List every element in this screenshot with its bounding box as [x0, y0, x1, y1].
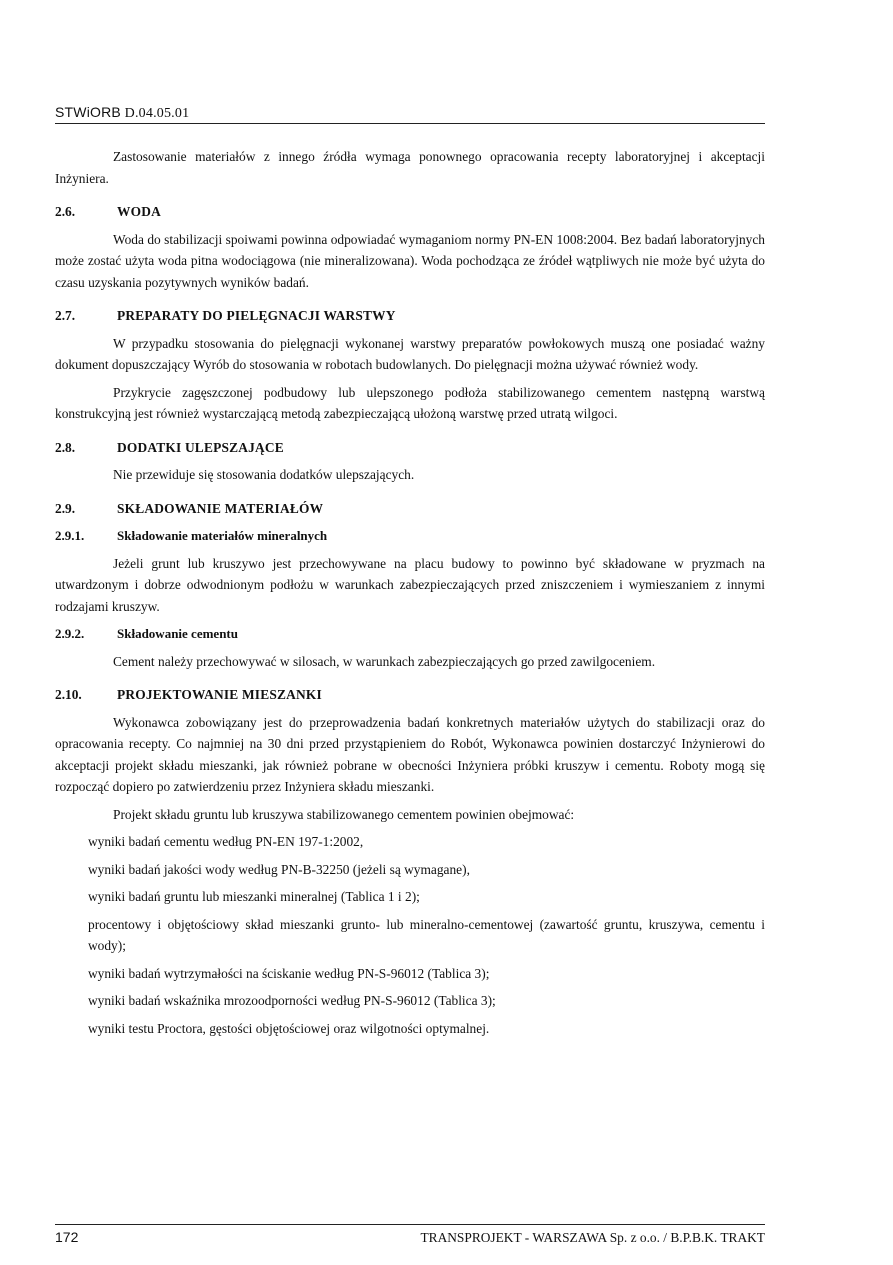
- section-heading-2-10: [55, 684, 765, 706]
- footer-divider: [55, 1224, 765, 1225]
- cement-storage-paragraph: Cement należy przechowywać w silosach, w warunkach zabezpieczających go przed zawilgoceniem.: [113, 653, 656, 669]
- subsection-title: Składowanie cementu: [117, 626, 238, 641]
- section-number: 2.8.: [55, 439, 76, 455]
- list-item: wyniki badań jakości wody według PN-B-32250 (jeżeli są wymagane),: [88, 861, 470, 877]
- mineral-storage-paragraph: Jeżeli grunt lub kruszywo jest przechowywane na placu budowy to powinno być składowane w pryzmach na utwardzonym i dobrze odwodnionym podłożu w warunkach zabezpieczających przed zniszczeniem i wymieszaniem z innymi rodzajami kruszyw.: [55, 555, 765, 614]
- document-header-code: [55, 104, 189, 122]
- footer-organization: TRANSPROJEKT - WARSZAWA Sp. z o.o. / B.P.B.K. TRAKT: [420, 1230, 765, 1245]
- section-heading-2-8: [55, 437, 765, 459]
- section-title: PREPARATY DO PIELĘGNACJI WARSTWY: [117, 308, 396, 323]
- page-body: [55, 146, 765, 1045]
- section-heading-2-7: [55, 305, 765, 327]
- section-number: 2.10.: [55, 687, 82, 702]
- additives-paragraph: Nie przewiduje się stosowania dodatków ulepszających.: [113, 467, 415, 482]
- section-number: 2.9.: [55, 500, 76, 516]
- intro-paragraph: Zastosowanie materiałów z innego źródła wymaga ponownego opracowania recepty laboratoryjnej i akceptacji Inżyniera.: [55, 149, 765, 186]
- section-title: SKŁADOWANIE MATERIAŁÓW: [117, 500, 324, 516]
- mix-design-paragraph-1: Wykonawca zobowiązany jest do przeprowadzenia badań konkretnych materiałów użytych do stabilizacji oraz do opracowania recepty. Co najmniej na 30 dni przed przystąpieniem do Robót, Wykonawca powinien dostarczyć Inżynierowi do akceptacji projekt składu mieszanki, jak również pobrane w obecności Inżyniera próbki kruszyw i cementu. Roboty mogą się rozpocząć dopiero po zatwierdzeniu przez Inżyniera składu mieszanki.: [55, 714, 765, 794]
- spec-code-number: D.04.05.01: [124, 106, 190, 121]
- section-heading-2-6: [55, 201, 765, 223]
- list-item: wyniki badań wskaźnika mrozoodporności według PN-S-96012 (Tablica 3);: [88, 993, 496, 1008]
- curing-paragraph-1: W przypadku stosowania do pielęgnacji wykonanej warstwy preparatów powłokowych muszą one posiadać ważny dokument dopuszczający Wyrób do stosowania w robotach budowlanych. Do pielęgnacji można używać również wody.: [55, 335, 765, 372]
- section-title: WODA: [117, 204, 161, 219]
- section-number: 2.7.: [55, 308, 76, 323]
- section-title: DODATKI ULEPSZAJĄCE: [117, 439, 284, 455]
- curing-paragraph-2: Przykrycie zagęszczonej podbudowy lub ulepszonego podłoża stabilizowanego cementem następną warstwą konstrukcyjną jest również wystarczającą metodą zabezpieczającą ułożoną warstwę przed utratą wilgoci.: [55, 384, 765, 421]
- subsection-title: Składowanie materiałów mineralnych: [117, 528, 328, 543]
- subsection-heading-2-9-1: [55, 525, 765, 547]
- subsection-number: 2.9.2.: [55, 626, 85, 641]
- list-item: wyniki badań wytrzymałości na ściskanie według PN-S-96012 (Tablica 3);: [88, 965, 490, 981]
- header-divider: [55, 123, 765, 124]
- subsection-heading-2-9-2: [55, 623, 765, 645]
- section-number: 2.6.: [55, 204, 76, 219]
- section-heading-2-9: [55, 498, 765, 520]
- subsection-number: 2.9.1.: [55, 528, 85, 543]
- list-item: wyniki badań cementu według PN-EN 197-1:2002,: [88, 834, 364, 849]
- section-title: PROJEKTOWANIE MIESZANKI: [117, 687, 322, 702]
- list-item: procentowy i objętościowy skład mieszanki grunto- lub mineralno-cementowej (zawartość gruntu, kruszywa, cementu i wody);: [88, 916, 765, 953]
- water-paragraph: Woda do stabilizacji spoiwami powinna odpowiadać wymaganiom normy PN-EN 1008:2004. Bez badań laboratoryjnych może zostać użyta woda pitna wodociągowa (nie mineralizowana). Woda pochodząca ze źródeł wątpliwych nie może być użyta do czasu uzyskania pozytywnych wyników badań.: [55, 231, 765, 290]
- page-number: 172: [55, 1229, 79, 1245]
- mix-design-paragraph-2: Projekt składu gruntu lub kruszywa stabilizowanego cementem powinien obejmować:: [113, 806, 575, 822]
- list-item: wyniki testu Proctora, gęstości objętościowej oraz wilgotności optymalnej.: [88, 1020, 490, 1036]
- mix-design-requirements-list: [55, 831, 765, 1039]
- list-item: wyniki badań gruntu lub mieszanki mineralnej (Tablica 1 i 2);: [88, 889, 420, 904]
- spec-code-prefix: STWiORB: [55, 104, 121, 120]
